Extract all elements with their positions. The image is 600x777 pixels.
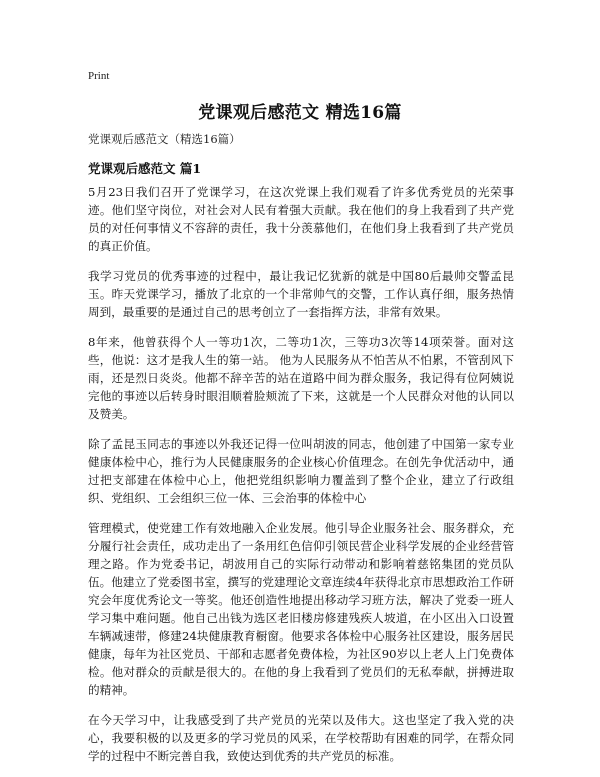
article-body (88, 183, 514, 777)
paragraph: 5月23日我们召开了党课学习，在这次党课上我们观看了许多优秀党员的光荣事迹。他们坚守岗位，对社会对人民有着强大贡献。我在他们的身上我看到了共产党员的对任何事情义不容辞的责任，我十分羡慕他们，在他们身上我看到了共产党员的真正价值。 (88, 185, 514, 253)
print-link[interactable]: Print (88, 70, 110, 82)
page-title: 党课观后感范文 精选16篇 (198, 103, 402, 123)
paragraph: 8年来，他曾获得个人一等功1次，二等功1次，三等功3次等14项荣誉。面对这些，他说：这才是我人生的第一站。 他为人民服务从不怕苦从不怕累，不管刮风下雨，还是烈日炎炎。他都不辞辛苦的站在道路中间为群众服务，我记得有位阿姨说完他的事迹以后转身时眼泪顺着脸颊流了下来，这就是一个人民群众对他的认同以及赞美。 (88, 335, 514, 421)
paragraph: 管理模式，使党建工作有效地融入企业发展。他引导企业服务社会、服务群众，充分履行社会责任，成功走出了一条用红色信仰引领民营企业科学发展的企业经营管理之路。作为党委书记，胡波用自己的实际行动带动和影响着慈铭集团的党员队伍。他建立了党委图书室，撰写的党建理论文章连续4年获得北京市思想政治工作研究会年度优秀论文一等奖。他还创造性地提出移动学习班方法，解决了党委一班人学习集中难问题。他自己出钱为选区老旧楼房修建残疾人坡道，在小区出入口设置车辆减速带，修建24块健康教育橱窗。他要求各体检中心服务社区建设，服务居民健康，每年为社区党员、干部和志愿者免费体检，为社区90岁以上老人上门免费体检。他对群众的贡献是很大的。在他的身上我看到了党员们的无私奉献，拼搏进取的精神。 (88, 521, 514, 697)
document-subtitle: 党课观后感范文（精选16篇） (88, 132, 241, 146)
section-heading: 党课观后感范文 篇1 (88, 161, 202, 176)
paragraph: 我学习党员的优秀事迹的过程中，最让我记忆犹新的就是中国80后最帅交警孟昆玉。昨天党课学习，播放了北京的一个非常帅气的交警，工作认真仔细，服务热情周到，最重要的是通过自己的思考创立了一套指挥方法，非常有效果。 (88, 269, 514, 319)
paragraph: 除了孟昆玉同志的事迹以外我还记得一位叫胡波的同志，他创建了中国第一家专业健康体检中心，推行为人民健康服务的企业核心价值理念。在创先争优活动中，通过把支部建在体检中心上，他把党组织影响力覆盖到了整个企业，建立了行政组织、党组织、工会组织三位一体、三会治事的体检中心 (88, 437, 514, 505)
paragraph: 在今天学习中，让我感受到了共产党员的光荣以及伟大。这也坚定了我入党的决心，我要积极的以及更多的学习党员的风采，在学校帮助有困难的同学，在帮众同学的过程中不断完善自我，致使达到优秀的共产党员的标准。 (88, 713, 514, 763)
